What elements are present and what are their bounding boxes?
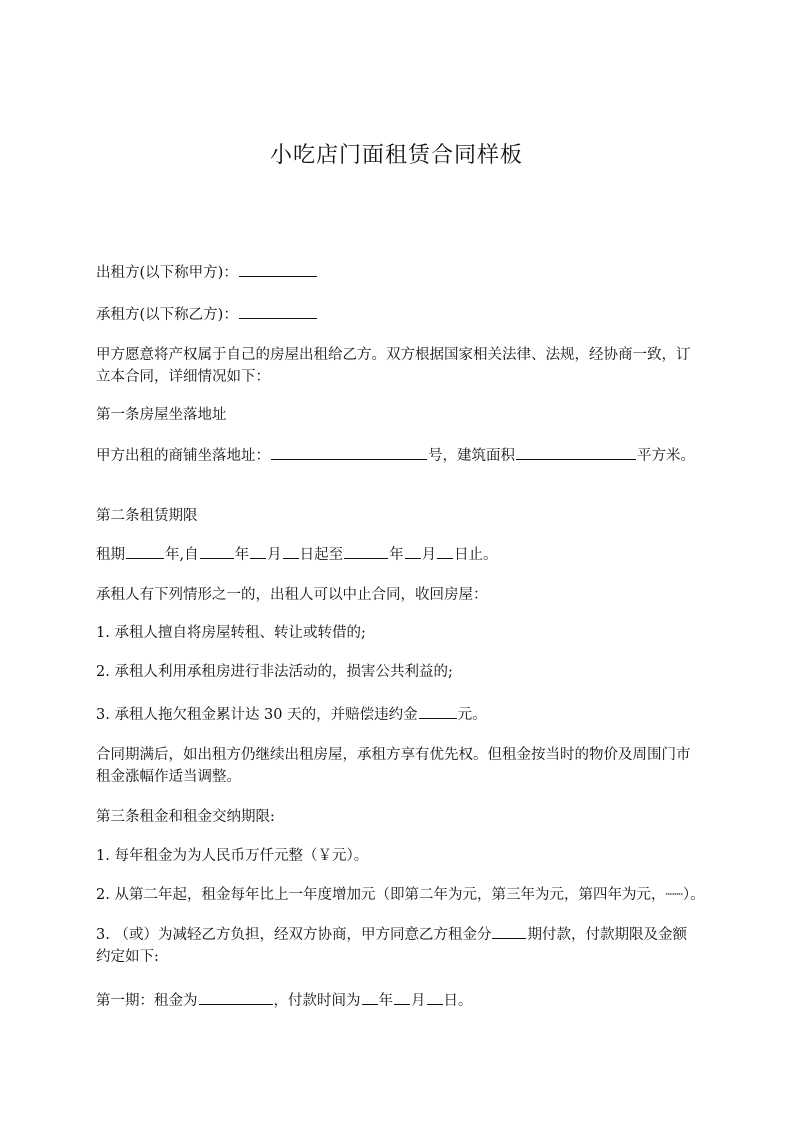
start-month-blank — [250, 543, 266, 559]
renewal-paragraph: 合同期满后，如出租方仍继续出租房屋，承租方享有优先权。但租金按当时的物价及周围门市租金涨幅作适当调整。 — [96, 747, 691, 785]
lessee-line — [96, 303, 736, 326]
termination-intro: 承租人有下列情形之一的，出租人可以中止合同，收回房屋： — [96, 587, 488, 603]
lessor-label: 出租方(以下称甲方)： — [96, 265, 238, 281]
end-month-blank — [405, 543, 421, 559]
condition-1: 1. 承租人擅自将房屋转租、转让或转借的; — [96, 625, 366, 641]
installments-blank — [492, 923, 526, 939]
lessee-blank — [239, 303, 317, 319]
period-1-amount-blank — [199, 989, 273, 1005]
rent-item-1: 1. 每年租金为为人民币万仟元整（￥元）。 — [96, 848, 369, 864]
period-1-day-label: 日。 — [443, 993, 473, 1009]
article-1-heading: 第一条房屋坐落地址 — [96, 407, 227, 423]
lessee-label: 承租方(以下称乙方)： — [96, 307, 238, 323]
condition-3-text: 3. 承租人拖欠租金累计达 30 天的，并赔偿违约金 — [96, 707, 418, 723]
period-1-label: 第一期：租金为 — [96, 993, 198, 1009]
end-month-label: 月 — [421, 547, 437, 563]
penalty-blank — [419, 703, 457, 719]
end-year-blank — [344, 543, 388, 559]
period-1-year-label: 年 — [378, 993, 393, 1009]
term-from-label: 年,自 — [165, 547, 199, 563]
rent-item-2: 2. 从第二年起，租金每年比上一年度增加元（即第二年为元，第三年为元，第四年为元，┈┈）。 — [96, 887, 705, 903]
area-unit: 平方米。 — [637, 448, 695, 464]
rent-item-3-text-b: 期付款，付款期限及金额约定如下: — [96, 927, 687, 965]
address-line — [96, 444, 736, 467]
condition-2: 2. 承租人利用承租房进行非法活动的，损害公共利益的; — [96, 664, 453, 680]
period-1-line — [96, 989, 736, 1012]
rent-item-3 — [96, 923, 696, 968]
condition-3 — [96, 703, 736, 726]
article-3-heading: 第三条租金和租金交纳期限: — [96, 809, 275, 825]
period-1-month-label: 月 — [411, 993, 426, 1009]
start-day-blank — [283, 543, 299, 559]
start-month-label: 月 — [267, 547, 282, 563]
end-year-label: 年 — [389, 547, 404, 563]
period-1-year-blank — [362, 989, 378, 1005]
article-2-heading: 第二条租赁期限 — [96, 508, 198, 524]
area-blank — [516, 444, 636, 460]
area-label: 号，建筑面积 — [428, 448, 515, 464]
end-day-blank — [437, 543, 453, 559]
period-1-day-blank — [427, 989, 443, 1005]
term-line — [96, 543, 736, 566]
intro-paragraph: 甲方愿意将产权属于自己的房屋出租给乙方。双方根据国家相关法律、法规，经协商一致，订立本合同，详细情况如下： — [96, 347, 691, 385]
address-label: 甲方出租的商铺坐落地址： — [96, 448, 270, 464]
penalty-unit: 元。 — [457, 707, 487, 723]
document-title: 小吃店门面租赁合同样板 — [269, 143, 523, 168]
lessor-line — [96, 261, 736, 284]
address-blank — [271, 444, 427, 460]
start-year-blank — [200, 543, 234, 559]
term-years-blank — [126, 543, 164, 559]
period-1-month-blank — [394, 989, 410, 1005]
end-day-label: 日止。 — [454, 547, 498, 563]
rent-item-3-text-a: 3. （或）为减轻乙方负担，经双方协商，甲方同意乙方租金分 — [96, 927, 492, 943]
start-year-label: 年 — [234, 547, 250, 563]
start-day-label: 日起至 — [299, 547, 344, 563]
period-1-time-label: ，付款时间为 — [273, 993, 361, 1009]
lessor-blank — [239, 261, 317, 277]
term-label: 租期 — [96, 547, 125, 563]
